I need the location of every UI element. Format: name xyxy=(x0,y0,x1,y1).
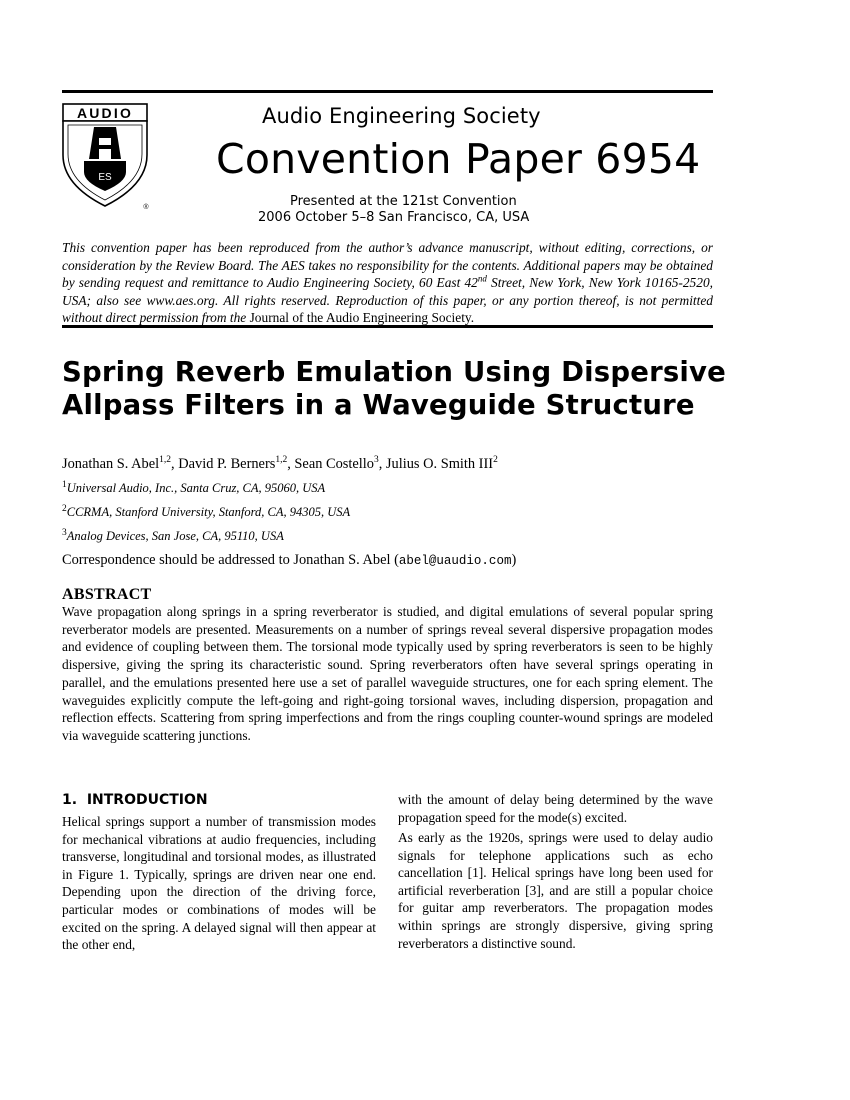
affiliation-text: Analog Devices, San Jose, CA, 95110, USA xyxy=(66,529,284,543)
correspondence-close: ) xyxy=(511,552,517,568)
correspondence-line xyxy=(62,552,516,569)
journal-name: Journal of the Audio Engineering Society. xyxy=(249,310,475,325)
affiliation-text: CCRMA, Stanford University, Stanford, CA, 94305, USA xyxy=(66,505,351,519)
author-separator: , xyxy=(171,456,179,472)
author-separator: , xyxy=(287,456,295,472)
author-affil-marker: 1,2 xyxy=(159,455,172,466)
affiliation-number: 1 xyxy=(62,479,67,490)
affiliation-3 xyxy=(62,529,284,544)
section-heading-introduction xyxy=(62,792,208,808)
disclaimer-superscript: nd xyxy=(477,273,487,284)
author-name: Jonathan S. Abel xyxy=(62,456,160,472)
presented-at: Presented at the 121st Convention xyxy=(290,194,517,209)
author-name: Julius O. Smith III xyxy=(385,456,494,472)
affiliation-number: 2 xyxy=(62,503,67,514)
correspondence-email[interactable]: abel@uaudio.com xyxy=(398,554,512,568)
author-name: David P. Berners xyxy=(178,456,276,472)
affiliation-1 xyxy=(62,481,325,496)
affiliation-text: Universal Audio, Inc., Santa Cruz, CA, 95060, USA xyxy=(66,481,326,495)
author-affil-marker: 1,2 xyxy=(275,455,288,466)
logo-bottom-text: ES xyxy=(98,172,112,183)
author-affil-marker: 2 xyxy=(493,455,498,466)
convention-paper-label: Convention Paper 6954 xyxy=(216,135,701,183)
intro-paragraph-1: Helical springs support a number of transmission modes for mechanical vibrations at audio frequencies, including transverse, longitudinal and torsional modes, as illustrated in Figure 1. Typically, springs are driven near one end. Depending upon the direction of the driving force, particular modes or combinations of modes will be excited on the spring. A delayed signal will then appear at the other end, xyxy=(62,814,376,953)
logo-registered-mark: ® xyxy=(143,204,149,211)
header-bottom-rule xyxy=(62,325,713,328)
logo-top-text: AUDIO xyxy=(76,105,134,121)
author-affil-marker: 3 xyxy=(373,455,379,466)
intro-paragraph-3: As early as the 1920s, springs were used to delay audio signals for telephone applications such as echo cancellation [1]. Helical springs have long been used for artificial reverberation [3], and are still a popular choice for guitar amp reverberators. The propagation modes within springs are strongly dispersive, giving spring reverberators a distinctive sound. xyxy=(398,830,713,951)
header-top-rule xyxy=(62,90,713,93)
abstract-body: Wave propagation along springs in a spring reverberator is studied, and digital emulations of several popular spring reverberator models are presented. Measurements on a number of springs reveal several dispersive propagation modes and evidence of coupling between them. The torsional mode typically used by spring reverberators is seen to be highly dispersive, giving the spring its characteristic sound. Spring reverberators often have several springs operating in parallel, and the emulations presented here use a set of parallel waveguide structures, one for each spring element. The waveguides explicitly compute the left-going and right-going torsional waves, including dispersion, propagation and reflection effects. Scattering from spring imperfections and from the rings coupling counter-wound springs are modeled via waveguide scattering junctions. xyxy=(62,604,713,743)
convention-dates-location: 2006 October 5–8 San Francisco, CA, USA xyxy=(258,210,530,225)
author-name: Sean Costello xyxy=(294,456,374,472)
intro-paragraph-2: with the amount of delay being determined by the wave propagation speed for the mode(s) excited. xyxy=(398,792,713,825)
disclaimer-notice xyxy=(62,239,713,327)
paper-title: Spring Reverb Emulation Using Dispersive Allpass Filters in a Waveguide Structure xyxy=(62,356,727,421)
section-number: 1. xyxy=(62,792,78,808)
author-separator: , xyxy=(378,456,386,472)
society-name: Audio Engineering Society xyxy=(262,104,541,128)
affiliation-number: 3 xyxy=(62,527,67,538)
disclaimer-text-part2: Street, New York, New York 10165-2520, USA; also see www.aes.org. All rights reserved. Reproduction of this paper, or any portion thereof, is not permitted without direct permission from the xyxy=(62,275,713,325)
aes-logo xyxy=(62,103,152,213)
correspondence-text: Correspondence should be addressed to Jonathan S. Abel ( xyxy=(62,552,399,568)
author-list xyxy=(62,456,498,473)
affiliation-2 xyxy=(62,505,350,520)
section-title: INTRODUCTION xyxy=(86,792,208,808)
disclaimer-text-part1: This convention paper has been reproduced from the author’s advance manuscript, without editing, corrections, or consideration by the Review Board. The AES takes no responsibility for the contents. Additional papers may be obtained by sending request and remittance to Audio Engineering Society, 60 East 42 xyxy=(62,240,713,290)
abstract-heading: ABSTRACT xyxy=(62,586,152,603)
